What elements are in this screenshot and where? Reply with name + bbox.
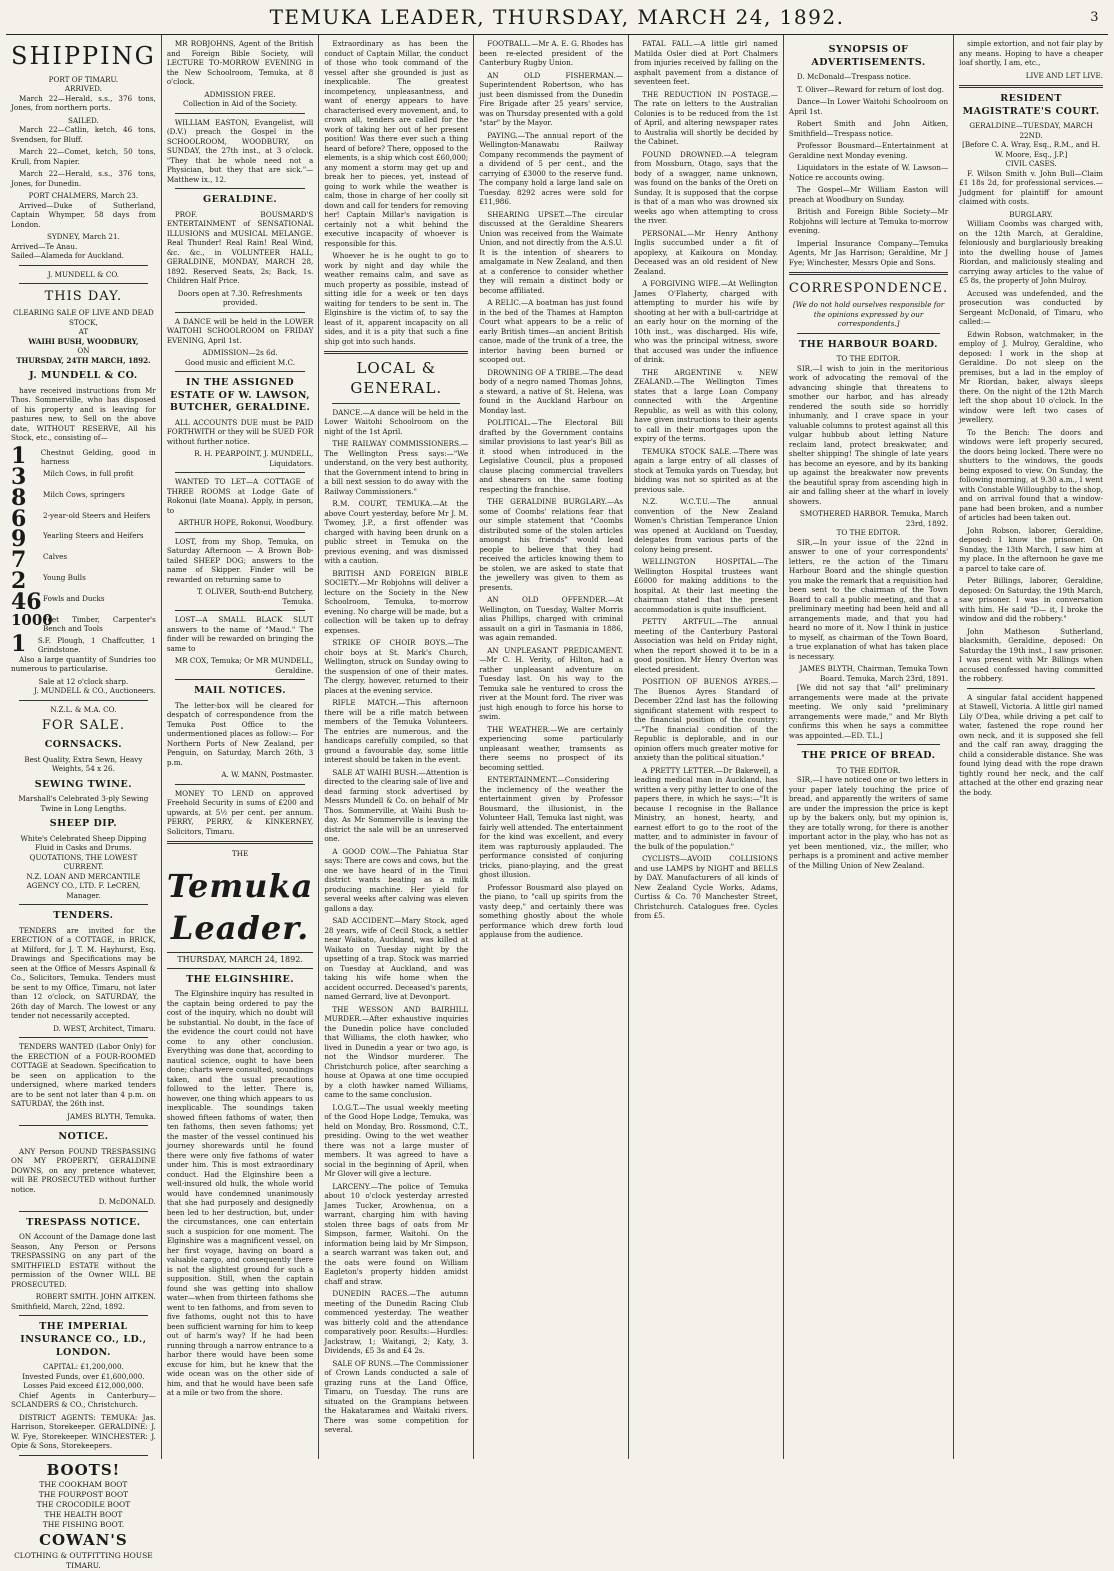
news-wesson: THE WESSON AND BAIRHILL MURDER.—After exhaustive inquiries the Dunedin police have concluded that Williams, the cloth hawker, who lived in Dunedin a year or two ago, is not the Windsor murderer. The Christchurch police, after searching a house at Opawa at one time occupied by a cloth hawker named Williams, came to the same conclusion. (324, 1004, 469, 1100)
waihi-bush: WAIHI BUSH, WOODBURY, (28, 336, 139, 346)
tenders-signature-2: JAMES BLYTH, Temuka. (67, 1111, 156, 1121)
divider (967, 688, 1095, 689)
lost-dog-ad: LOST, from my Shop, Temuka, on Saturday Afternoon — A Brown Bob-tailed SHEEP DOG; answers to the name of Skipper. Finder will be rewarded on returning same to (166, 536, 314, 584)
divider (324, 351, 468, 354)
divider (19, 1315, 148, 1316)
news-entertainment-end: Professor Bousmard also played on the piano, to "call up spirits from the vasty deep," and certainly there was something ghostly about the whole performance which drew forth loud applause from the audience. (479, 882, 624, 939)
news-old-offender: AN OLD OFFENDER.—At Wellington, on Tuesday, Walter Morris alias Phillips, charged with criminal assault on a girl in Tasmania in 1886, was again remanded. (479, 595, 624, 642)
dance-ad: A DANCE will be held in the LOWER WAITOHI SCHOOLROOM on FRIDAY EVENING, April 1st. (166, 316, 314, 345)
divider (19, 904, 148, 905)
harbour-letter: SIR,—I wish to join in the meritorious work of advocating the removal of the advancing shingle that threatens to smother our harbor, and has already rendered the south side so horridly inhumanly, and I crave space in your valuable columns to protest against all this vulgar hubbub about letting Nature reclaim land, protect breakwater, and shelter shipping! The shingle of late years has become an eyesore, and by its banking up against the breakwater now prevents the beautiful spray from ascending high in air and falling sheer at the wharf in lovely showers. (788, 363, 949, 506)
dance-admission: ADMISSION—2s 6d. (202, 348, 278, 358)
news-iogt: I.O.G.T.—The usual weekly meeting of the Good Hope Lodge, Temuka, was held on Monday, Bro. Rossmond, C.T., presiding. Owing to the wet weather there was not a large muster of members. It was agreed to have a social in the beginning of April, when Mr Glover will give a lecture. (324, 1102, 469, 1179)
boots-item: THE CROCODILE BOOT (36, 1500, 131, 1510)
easton-ad: WILLIAM EASTON, Evangelist, will (D.V.) preach the Gospel in the SCHOOLROOM, WOODBURY, on SUNDAY, the 27th inst., at 3 o'clock. "They that be whole need not a Physician, but they that are sick."— Matthew ix., 12. (166, 117, 314, 184)
assigned-text: ALL ACCOUNTS DUE must be PAID FORTHWITH or they will be SUED FOR without further notice. (166, 417, 314, 446)
elginshire-text: The Elginshire inquiry has resulted in the captain being ordered to pay the cost of the inquiry, which no doubt will be substantial. No doubt, in the face of the evidence the court could not have come to any other conclusion. Everything was done that, according to nautical science, ought to have been done; charts were consulted, soundings taken, and the usual precautions followed to the letter. There is, however, one thing which appears to us inexplicable. The soundings taken showed fifteen fathoms of water, then ten fathoms, then seven fathoms; yet the master of the vessel continued his journey shorewards until he found there were only five fathoms of water under him. This is most extraordinary conduct. Had the Elginshire been a well-insured old hulk, the whole world would have condemned unanimously that she had purposely and designedly been led to her destruction, but, under the circumstances, one can entertain such a suspicion for one moment. The Elginshire was a magnificent vessel, on her first voyage, having on board a valuable cargo, and consequently there is not the slightest ground for such a supposition. Still, when the captain found she was getting into shallow water—when from thirteen fathoms she went to ten fathoms, and from seven to five fathoms, ought not this to have been sufficient warning for him to keep out of harm's way? If he had been running through a narrow entrance to a harbor there would have been some excuse for him, but he knew that the wide ocean was on the other side of him, and that he would have been safe at a mile or two from the shore. (166, 989, 314, 1398)
rmc-heading: RESIDENT MAGISTRATE'S COURT. (962, 93, 1100, 117)
news-hospital: WELLINGTON HOSPITAL.—The Wellington Hospital trustees want £6000 for making additions to the hospital. At their last meeting the chairman stated that the present accommodation is quite insufficient. (634, 557, 778, 614)
on-label: ON (77, 346, 90, 356)
column-2 (162, 35, 320, 1459)
robjohns-ad: MR ROBJOHNS, Agent of the British and Foreign Bible Society, will LECTURE TO-MORROW EVENING in the New Schoolroom, Temuka, at 8 o'clock. (166, 39, 314, 86)
news-sale: SALE AT WAIHI BUSH.—Attention is directed to the clearing sale of live and dead farming stock advertised by Messrs Mundell & Co. on behalf of Mr Thos. Sommerville, at Waihi Bush to-day. As Mr Sommerville is leaving the district the sale will be an unreserved one. (324, 767, 469, 844)
wanted-ad: WANTED TO LET—A COTTAGE of THREE ROOMS at Lodge Gate of Rokonui (late Moana). Apply, in person, to (166, 477, 314, 515)
news-larceny: LARCENY.—The police of Temuka about 10 o'clock yesterday arrested James Tucker, Arowhenua, on a warrant, charging him with having stolen three bags of oats from Mr Simpson, farmer, Waitohi. On the information being laid by Mr Simpson, a search warrant was taken out, and the oats were found on William Eagleton's property hidden amidst chaff and straw. (324, 1181, 469, 1286)
elginshire-heading: THE ELGINSHIRE. (186, 973, 295, 985)
news-stock-sale: TEMUKA STOCK SALE.—There was again a large entry of all classes of stock at Temuka yards on Tuesday, but bidding was not so spirited as at the previous sale. (634, 446, 778, 494)
stock-row (11, 630, 156, 657)
sheep-text: White's Celebrated Sheep Dipping Fluid in Casks and Drums. QUOTATIONS, THE LOWEST CURRENT. (20, 833, 147, 872)
news-football: FOOTBALL.—Mr A. E. G. Rhodes has been re-elected president of the Canterbury Rugby Union. (479, 39, 624, 67)
to-editor: TO THE EDITOR. (836, 354, 901, 364)
notice-text: ANY Person FOUND TRESPASSING ON MY PROPERTY, GERALDINE DOWNS, on any pretence whatever, will BE PROSECUTED without further notice. (11, 1146, 156, 1194)
to-editor: TO THE EDITOR. (836, 528, 901, 538)
newspaper-logo: Temuka Leader. (166, 866, 314, 947)
lost-slut-signature: MR COX, Temuka; Or MR MUNDELL, Geraldine. (174, 656, 314, 675)
notice-heading: NOTICE. (58, 1131, 109, 1143)
column-3 (319, 35, 474, 1459)
stock-item: Feet Timber, Carpenter's Bench and Tools (43, 614, 156, 634)
port-chalmers-text: Arrived—Duke of Sutherland, Captain Whymper, 58 days from London. (11, 200, 156, 229)
sheep-heading: SHEEP DIP. (49, 818, 118, 830)
stock-item: S.F. Plough, 1 Chaffcutter, 1 Grindstone. (37, 635, 156, 655)
news-found-drowned: FOUND DROWNED.—A telegram from Mossburn, Otago, says that the body of a swagger, name unknown, was found on the banks of the Oreti on Sunday. It is supposed that the corpse is that of a man who was drowned six weeks ago when attempting to cross the river. (634, 149, 778, 225)
news-predicament: AN UNPLEASANT PREDICAMENT.—Mr C. H. Verity, of Hilton, had a rather unpleasant adventure on Tuesday last. On his way to the Temuka sale he ventured to cross the river at the Mount ford. The river was just high enough to force his horse to swim. (479, 645, 624, 721)
columns (6, 35, 1108, 1570)
news-fisherman: AN OLD FISHERMAN.—Superintendent Robertson, who has just been dismissed from the Dunedin Fire Brigade after 25 years' service, was on Thursday presented with a gold "star" by the Mayor. (479, 70, 624, 127)
news-personal: PERSONAL.—Mr Henry Anthony Inglis succumbed under a fit of apoplexy, at Kaikoura on Monday. Deceased was an old resident of New Zealand. (634, 228, 778, 276)
synopsis-item: Robert Smith and John Aitken, Smithfield—Trespass notice. (788, 119, 949, 138)
bousmard-time: Doors open at 7.30. Refreshments provided. (177, 288, 303, 308)
sydney-sailed: Sailed—Alameda for Auckland. (11, 251, 124, 261)
stock-row (11, 505, 156, 532)
divider (175, 532, 306, 533)
sailed-text-2: March 22—Comet, ketch, 50 tons, Krull, from Napier. (11, 147, 156, 166)
cowans-subheading: CLOTHING & OUTFITTING HOUSE TIMARU. (14, 1550, 153, 1570)
news-entertainment: ENTERTAINMENT.—Considering the inclemency of the weather the entertainment given by Professor Bousmard, the illusionist, in the Volunteer Hall, Temuka last night, was fairly well attended. The entertainment for the kind was excellent, and every item was rapturously applauded. The performance consisted of conjuring tricks, piano-playing, and the great ghost illusion. (479, 775, 624, 879)
divider (19, 1125, 148, 1126)
tenders-text-1: TENDERS are invited for the ERECTION of a COTTAGE, in BRICK, at Milford, for J. T. M. Hayhurst, Esq. Drawings and Specifications may be seen at the Office of Messrs Aspinall & Co., Solicitors, Temuka. Tenders must be sent to my Office, Timaru, not later than 12 o'clock, on SATURDAY, the 26th day of March. The lowest or any tender not necessarily accepted. (11, 925, 156, 1021)
correspondence-note: [We do not hold ourselves responsible for the opinions expressed by our correspondents.] (792, 300, 945, 329)
stock-count: 2 (11, 568, 27, 595)
also-text: Also a large quantity of Sundries too numerous to particularise. (11, 654, 156, 674)
rmc-date: GERALDINE—TUESDAY, MARCH 22ND. (969, 121, 1093, 140)
news-pretty-letter: A PRETTY LETTER.—Dr Bakewell, a leading medical man in Auckland, has written a very pithy letter to one of the papers there, in which he says:—"It is because I recognise in the Ballance Ministry, an honest, hearty, and earnest effort to go to the root of the matter, and to administer in favour of the bulk of the population." (634, 765, 778, 851)
news-accident: SAD ACCIDENT.—Mary Stock, aged 28 years, wife of Cecil Stock, a settler near Waikato, Auckland, was killed at Waikato on Tuesday night by the upsetting of a trap. Stock was married on Tuesday at Auckland, and was taking his wife home when the accident occurred. Deceased's parents, named Gerrard, live at Devonport. (324, 916, 469, 1002)
this-day-heading: THIS DAY. (44, 289, 123, 305)
stock-item: Chestnut Gelding, good in harness (40, 447, 156, 467)
divider (175, 188, 306, 189)
mail-text: The letter-box will be cleared for despatch of correspondence from the Temuka Post Office to the undermentioned places as follow:— For Northern Ports of New Zealand, per Penguin, on Saturday, March 26th, 3 p.m. (166, 700, 314, 767)
news-shearing: SHEARING UPSET.—The circular discussed at the Geraldine Shearers Union was received from the Waimate Union, and not directly from the A.S.U. It is the intention of shearers to amalgamate in New Zealand, and then at a conference to consider whether they will remain a distinct body or become affiliated. (479, 209, 624, 295)
stock-count: 1000 (11, 610, 53, 629)
logo-the: THE (231, 849, 249, 859)
news-sale-runs: SALE OF RUNS.—The Commissioner of Crown Lands conducted a sale of grazing runs at the Land Office, Timaru, on Tuesday. The runs are situated on the Grampians between the Hakataramea and Waitaki rivers. There was some competition for several. (324, 1358, 469, 1435)
geraldine-heading: GERALDINE. (202, 194, 278, 205)
divider (175, 610, 306, 611)
rmc-before: [Before C. A. Wray, Esq., R.M., and H. W. Moore, Esq., J.P.] (962, 140, 1101, 159)
bread-letter-end: simple extortion, and not fair play by any means. Hoping to have a cheaper loaf shortly, I am, etc., (959, 39, 1103, 67)
divider (175, 472, 306, 473)
news-relic: A RELIC.—A boatman has just found in the bed of the Thames at Hampton Court what appears to be a relic of early British times—an ancient British canoe, made of the trunk of a tree, the interior having been burned or scooped out. (479, 298, 624, 364)
stock-row (11, 547, 156, 574)
news-weather: THE WEATHER.—We are certainly experiencing some particularly unpleasant weather, tramsents as there seems no prospect of its becoming settled. (479, 724, 624, 772)
divider (175, 784, 306, 785)
news-burglary: THE GERALDINE BURGLARY.—As some of Coombs' relations fear that our simple statement that "Coombs distributed some of the stolen articles amongst his friends" would lead people to believe that they had received the articles knowing them to be stolen, we are asked to state that the jewellery was given to them as presents. (479, 497, 624, 592)
divider (175, 113, 306, 114)
mail-heading: MAIL NOTICES. (194, 685, 287, 697)
burglary-heading: BURGLARY. (1009, 209, 1053, 219)
boots-item: THE HEALTH BOOT (44, 1510, 123, 1520)
news-dunedin: DUNEDIN RACES.—The autumn meeting of the Dunedin Racing Club commenced yesterday. The weather was bitterly cold and the attendance comparatively poor. Results:—Hurdles: Jackstraw, 1; Waitangi, 2; Katy, 3. Dividends, £5 3s and £4 2s. (324, 1289, 469, 1356)
column-6 (784, 35, 954, 1459)
divider (797, 333, 940, 334)
stock-item: Milch Cows, springers (43, 489, 125, 499)
stock-row (11, 610, 156, 634)
synopsis-item: T. Oliver—Reward for return of lost dog. (796, 84, 944, 94)
news-argentine: THE ARGENTINE v. NEW ZEALAND.—The Wellington Times states that a large Loan Company connected with the Argentine Republic, as well as with this colony, have given instructions to their agents to call in their mortgages upon the expiry of the terms. (634, 367, 778, 443)
column-5 (629, 35, 784, 1459)
imperial-heading: THE IMPERIAL INSURANCE CO., LD., LONDON. (20, 1321, 147, 1358)
news-court: R.M. COURT, TEMUKA.—At the above Court yesterday, before Mr J. M. Twomey, J.P., a first offender was charged with having been drunk on a public street in Temuka on the previous evening, and was dismissed with a caution. (324, 499, 469, 566)
news-fatal-fall: FATAL FALL.—A little girl named Matilda Osler died at Port Chalmers from injuries received by falling on the asphalt pavement from a distance of seventeen feet. (634, 39, 778, 86)
synopsis-item: D. McDonald—Trespass notice. (796, 72, 911, 82)
sewing-heading: SEWING TWINE. (34, 778, 133, 790)
nzl-heading: N.Z.L. & M.A. CO. (50, 704, 117, 714)
to-editor: TO THE EDITOR. (836, 765, 901, 775)
dance-music: Good music and efficient M.C. (185, 357, 296, 367)
news-forgiving-wife: A FORGIVING WIFE.—At Wellington James O'Flaherty, charged with attempting to murder his wife by shooting at her with a bull-cartridge at an early hour on the morning of the 10th inst., was discharged. His wife, who was the principal witness, swore that accused was under the influence of drink. (634, 279, 778, 364)
sailed-text-3: March 22—Herald, s.s., 376 tons, Jones, for Dunedin. (11, 169, 156, 188)
notice-signature: D. McDONALD. (98, 1197, 156, 1207)
divider (19, 1211, 148, 1212)
trespass-heading: TRESPASS NOTICE. (26, 1216, 141, 1228)
sailed-text-1: March 22—Catlin, ketch, 46 tons, Svendsen, for Bluff. (11, 125, 156, 144)
stock-count: 46 (11, 589, 42, 616)
divider (959, 85, 1103, 88)
assigned-signature: R. H. PEARPOINT, J. MUNDELL, Liquidators. (194, 449, 314, 468)
divider (175, 312, 306, 313)
lost-slut-ad: LOST—A SMALL BLACK SLUT answers to the name of "Maud." The finder will be rewarded on bringing the same to (166, 615, 314, 653)
news-political: POLITICAL.—The Electoral Bill drafted by the Government contains similar provisions to last year's Bill as it stood when introduced in the Legislative Council, plus a proposed clause placing commercial travellers and shearers on the same footing respecting the franchise. (479, 418, 624, 494)
burglary-text-1: William Coombs was charged with, on the 12th March, at Geraldine, feloniously and burglariously breaking into the dwelling house of James Riordan, and maliciously stealing and carrying away articles to the value of £5 8s, the property of John Mulroy. (959, 219, 1103, 286)
stock-count: 1 (11, 630, 27, 657)
mundell-text: have received instructions from Mr Thos. Sommerville, who has disposed of his property and is leaving for pastures new, to Sell on the above date, WITHOUT RESERVE, All his Stock, etc., consisting of— (11, 385, 156, 443)
column-7 (954, 35, 1108, 1459)
synopsis-item: Dance—In Lower Waitohi Schoolroom on April 1st. (788, 97, 949, 116)
admission-free: ADMISSION FREE. (204, 89, 276, 99)
cornsacks-heading: CORNSACKS. (44, 739, 123, 751)
money-ad: MONEY TO LEND on approved Freehold Security in sums of £200 and upwards, at 5½ per cent. per annum. PERRY, PERRY, & KINKERNEY, Solicitors, Timaru. (166, 788, 314, 836)
port-label: PORT OF TIMARU. (48, 74, 119, 84)
collection: Collection in Aid of the Society. (183, 99, 298, 108)
bread-signature: LIVE AND LET LIVE. (1025, 70, 1103, 80)
trespass-signature: ROBERT SMITH. JOHN AITKEN. (35, 1292, 156, 1302)
blyth-signature: JAMES BLYTH, Chairman, Temuka Town Board. Temuka, March 23rd, 1891. (799, 664, 949, 683)
stock-item: Calves (43, 552, 68, 562)
assigned-heading: IN THE ASSIGNED ESTATE OF W. LAWSON, BUTCHER, GERALDINE. (169, 377, 311, 414)
at-label: AT (78, 327, 89, 337)
burglary-text-5: John Robson, laborer, Geraldine, deposed: I know the prisoner. On Sunday, the 13th March, I saw him at my place. In the afternoon he gave me a parcel to take care of. (959, 525, 1103, 573)
stock-row (11, 463, 156, 490)
editor-note: [We did not say that "all" preliminary arrangements were made at the private meeting. We only said "preliminary arrangements were made," and Mr Blyth confirms this when he says a committee was appointed.—ED. T.L.] (788, 683, 949, 740)
sale-time: Sale at 12 o'clock sharp. (38, 676, 129, 686)
burglary-text-3: Edwin Robson, watchmaker, in the employ of J. Mulroy, Geraldine, who deposed: I work in the shop at Geraldine. Do not sleep on the premises, but a lad in the employ of Mr Riordan, baker, always sleeps there. On the night of the 12th March left the shop about 10 o'clock. In the window were left two cases of jewellery. (959, 329, 1103, 425)
stock-item: 2-year-old Steers and Heifers (43, 510, 151, 520)
for-sale-heading: FOR SALE. (41, 718, 125, 734)
divider (175, 371, 306, 372)
clearing-sale: CLEARING SALE OF LIVE AND DEAD STOCK, (13, 308, 154, 327)
stock-item: Milch Cows, in full profit (43, 468, 134, 478)
boots-item: THE FISHING BOOT. (42, 1520, 125, 1530)
stock-item: Fowls and Ducks (43, 594, 105, 604)
boots-item: THE FOURPOST BOOT (38, 1489, 129, 1499)
news-cow: A GOOD COW.—The Pahiatua Star says: There are cows and cows, but the one we have heard of in the Tinui district wants beating as a milk producing machine. Her yield for several weeks after calving was eleven gallons a day. (324, 846, 469, 913)
stock-row (11, 484, 156, 511)
sale-date: THURSDAY, 24TH MARCH, 1892. (16, 355, 151, 365)
sailed-heading: SAILED. (68, 115, 99, 125)
divider (19, 1455, 148, 1456)
stock-item: Young Bulls (43, 573, 86, 583)
column-4 (474, 35, 629, 1459)
burglary-text-6: Peter Billings, laborer, Geraldine, deposed: On Saturday, the 19th March, saw prisoner. I was in conversation with him. He said "D— it, I broke the window and did the robbery." (959, 576, 1103, 624)
civil-case: F. Wilson Smith v. John Bull—Claim £1 18s 2d, for professional services.—Judgment for plaintiff for amount claimed with costs. (959, 168, 1103, 207)
stock-item: Yearling Steers and Heifers (43, 531, 144, 541)
news-wctu: N.Z. W.C.T.U.—The annual convention of the New Zealand Women's Christian Temperance Union was opened at Auckland on Tuesday, delegates from various parts of the colony being present. (634, 497, 778, 554)
arrived-heading: ARRIVED. (64, 84, 102, 94)
port-chalmers-heading: PORT CHALMERS, March 23. (28, 191, 139, 201)
bread-letter: SIR,—I have noticed one or two letters in your paper lately touching the price of bread, and apparently the writers of same are under the impression the price is kept up by the bakers only, but my opinion is, they are totally wrong, for there is another important actor in the play, who has not as yet been mentioned, viz., the miller, who perhaps is a prominent and active member of the Milling Union of New Zealand. (788, 775, 949, 870)
news-bible: BRITISH AND FOREIGN BIBLE SOCIETY.—Mr Robjohns will deliver a lecture on the Society in the New Schoolroom, Temuka, to-morrow evening. No charge will be made, but a collection will be taken up to defray expenses. (324, 568, 469, 635)
cornsacks-text: Best Quality, Extra Sewn, Heavy Weights, 54 x 26. (24, 754, 143, 774)
boots-ad (11, 1460, 156, 1571)
boots-heading: BOOTS! (46, 1460, 121, 1479)
masthead-title: TEMUKA LEADER, THURSDAY, MARCH 24, 1892. (269, 5, 845, 29)
page-number: 3 (1090, 10, 1100, 25)
mundell-line: J. MUNDELL & CO. (47, 269, 120, 279)
dateline: THURSDAY, MARCH 24, 1892. (167, 952, 314, 969)
news-artful: PETTY ARTFUL.—The annual meeting of the Canterbury Pastoral Association was held on Friday night, when the report showed it to be in a good position. Mr Henry Overton was elected president. (634, 617, 778, 674)
synopsis-item: Professor Bousmard—Entertainment at Geraldine next Monday evening. (788, 141, 949, 160)
cowans-heading: COWAN'S (39, 1531, 128, 1550)
sydney-heading: SYDNEY, March 21. (47, 232, 120, 242)
sydney-arrived: Arrived—Te Anau. (11, 241, 78, 251)
editorial-p2: Whoever he is he ought to go to work by night and day while the weather remains calm, and save as much property as possible, instead of sitting idle for a week or ten days waiting for tenders to be sent in. The Elginshire is the victim of, to say the least of it, apparent incapacity on all sides, and it is a pity that such a fine ship got into such hands. (324, 251, 469, 346)
divider (19, 283, 148, 284)
stock-count: 6 (11, 505, 27, 532)
mundell-name: J. MUNDELL & CO. (29, 370, 138, 382)
civil-heading: CIVIL CASES. (1005, 159, 1057, 169)
column-1 (6, 35, 162, 1570)
divider (19, 700, 148, 701)
news-strike: STRIKE OF CHOIR BOYS.—The choir boys at St. Mark's Church, Wellington, struck on Sunday owing to the suspension of one of their mates. The clergy, however, returned to their places at the evening service. (324, 638, 469, 695)
blyth-letter: SIR,—In your issue of the 22nd in answer to one of your correspondents' letters, re the action of the Timaru Harbour Board and the shingle question you make the remark that a requisition had been sent to the chairman of the Town Board to call a public meeting, and that a preliminary meeting had been held and all arrangements made, and that you had heard no more of it. Now I think in justice to myself, as chairman of the Town Board, a true explanation of what has taken place is necessary. (788, 537, 949, 661)
editorial-p1: Extraordinary as has been the conduct of Captain Millar, the conduct of those who took command of the vessel after she grounded is just as inexplicable. The greatest incompetency, unpleasantness, and want of energy appears to have characterised every movement, and, to crown all, tenders are called for the work of taking her out of her present position! Was there ever such a thing heard of before? There, opposed to the elements, is a ship which cost £60,000; any moment a storm may get up and break her to pieces, yet, instead of going to work while the weather is calm, those in charge of her coolly sit down and call for tenders for removing her! Captain Millar's navigation is certainly not a whit behind the executive incapacity of whoever is responsible for this. (324, 39, 469, 248)
harbour-heading: THE HARBOUR BOARD. (799, 338, 938, 350)
bread-heading: THE PRICE OF BREAD. (801, 750, 936, 762)
wanted-signature: ARTHUR HOPE, Rokonui, Woodbury. (178, 518, 314, 528)
stock-count: 9 (11, 526, 27, 553)
masthead (6, 0, 1108, 35)
stock-count: 7 (11, 547, 27, 574)
divider (19, 265, 148, 266)
news-paying: PAYING.—The annual report of the Wellington-Manawatu Railway Company recommends the payment of a dividend of 5 per cent., and the carrying of £3000 to the reserve fund. The company hold a large land sale on Tuesday. 8292 acres were sold for £11,986. (479, 130, 624, 206)
news-dance: DANCE.—A dance will be held in the Lower Waitohi Schoolroom on the night of the 1st April. (324, 407, 469, 436)
auctioneers: J. MUNDELL & CO., Auctioneers. (33, 686, 156, 696)
nzloan-text: N.Z. LOAN AND MERCANTILE AGENCY CO., LTD. F. LeCREN, Manager. (26, 871, 141, 900)
burglary-text-4: To the Bench: The doors and windows were left properly secured, the doors being locked. There were no shutters to the windows, the goods being exposed to view. On Sunday, the following morning, at 9.30 a.m., I went with Constable Willoughby to the shop, and on arrival found that a window-pane had been broken, and a number of articles had been taken out. (959, 427, 1103, 523)
burglary-text-2: Accused was undefended, and the prosecution was conducted by Sergeant McDonald, of Timaru, who called:— (959, 288, 1103, 327)
correspondence-heading: CORRESPONDENCE. (788, 281, 949, 297)
news-cyclists: CYCLISTS—AVOID COLLISIONS and use LAMPS by NIGHT and BELLS by DAY. Manufacturers of all kinds of New Zealand Cycle Works, Adams, Curtiss & Co. 70 Manchester Street, Christchurch. Catalogues free. Cycles from £5. (634, 854, 778, 920)
invested: Invested Funds, over £1,600,000. Losses Paid exceed £12,000,000. (22, 1371, 145, 1391)
chief-agents: Chief Agents in Canterbury— SCLANDERS & CO., Christchurch. (11, 1390, 156, 1410)
sewing-text: Marshall's Celebrated 3-ply Sewing Twine in Long Lengths. (18, 794, 149, 813)
stawell-accident: A singular fatal accident happened at Stawell, Victoria. A little girl named Lily O'Dea, while driving a pet calf to water, fastened the rope round her own neck, and it is supposed she fell and the calf ran away, dragging the child a considerable distance. She was found lying dead with the rope drawn tightly round her neck, and the calf attached at the other end grazing near the body. (959, 692, 1103, 797)
bousmard-ad: PROF. BOUSMARD'S ENTERTAINMENT of SENSATIONAL ILLUSIONS and MUSICAL MELANGE. Real Thunder! Real Rain! Real Wind, &c. &c., in VOLUNTEER HALL, GERALDINE, MONDAY, MARCH 28, 1892. Reserved Seats, 2s; Back, 1s. Children Half Price. (166, 209, 314, 286)
divider (332, 403, 460, 404)
stock-count: 8 (11, 484, 27, 511)
tenders-heading: TENDERS. (53, 910, 114, 922)
lost-dog-signature: T. OLIVER, South-end Butchery, Temuka. (196, 587, 314, 606)
district-agents: DISTRICT AGENTS: TEMUKA: Jas. Harrison, Storekeeper. GERALDINE: J. W. Fye, Storekeeper. WINCHESTER: J. Opie & Sons, Storekeepers. (11, 1412, 156, 1451)
capital: CAPITAL: £1,200,000. (42, 1362, 124, 1372)
trespass-text: ON Account of the Damage done last Season, Any Person or Persons TRESPASSING on any part of the SMITHFIELD ESTATE without the permission of the Owner WILL BE PROSECUTED. (11, 1232, 156, 1289)
divider (789, 272, 948, 275)
stock-row (11, 442, 156, 469)
burglary-text-7: John Matheson Sutherland, blacksmith, Geraldine, deposed: On Saturday the 19th inst., I saw prisoner. I was present with Mr Billings when accused confessed having committed the robbery. (959, 626, 1103, 684)
synopsis-item: Imperial Insurance Company—Temuka Agents, Mr Jas Harrison; Geraldine, Mr J Fye; Winchester, Messrs Opie and Sons. (788, 238, 949, 267)
divider (19, 1037, 148, 1038)
synopsis-heading: SYNOPSIS OF ADVERTISEMENTS. (811, 44, 926, 68)
divider (175, 679, 306, 680)
divider (797, 744, 940, 745)
synopsis-item: Liquidators in the estate of W. Lawson—Notice re accounts owing. (788, 163, 949, 182)
harbour-signature: SMOTHERED HARBOR. Temuka, March 23rd, 1892. (799, 509, 949, 528)
mail-signature: A. W. MANN, Postmaster. (221, 770, 314, 780)
stock-row (11, 526, 156, 553)
divider (167, 841, 314, 844)
synopsis-item: British and Foreign Bible Society—Mr Robjohns will lecture at Temuka to-morrow evening. (788, 207, 949, 236)
trespass-date: Smithfield, March, 22nd, 1892. (11, 1301, 125, 1311)
news-railway: THE RAILWAY COMMISSIONERS.—The Wellington Press says:—"We understand, on the very best authority, that the Government intend to bring in a bill next session to do away with the Railway Commissioners." (324, 439, 469, 496)
arrived-text: March 22—Herald, s.s., 376 tons, Jones, from northern ports. (11, 93, 156, 113)
boots-item: THE COOKHAM BOOT (39, 1479, 128, 1489)
stock-count: 1 (11, 442, 27, 469)
news-rifle: RIFLE MATCH.—This afternoon there will be a rifle match between members of the Temuka Volunteers. The entries are numerous, and the handicaps carefully compiled, so that ground a favourable day, some little interest should be taken in the event. (324, 698, 469, 765)
tenders-signature-1: D. WEST, Architect, Timaru. (53, 1023, 156, 1033)
news-postage: THE REDUCTION IN POSTAGE.—The rate on letters to the Australian Colonies is to be reduced from the 1st of April, and altering newspaper rates to Australia will shortly be decided by the Cabinet. (634, 89, 778, 146)
news-buenos-ayres: POSITION OF BUENOS AYRES.—The Buenos Ayres Standard of December 22nd last has the following significant statement with respect to the financial position of the country:—"The financial condition of the Republic is deplorable, and in our opinion offers much greater motive for anxiety than the political situation." (634, 677, 778, 762)
tenders-text-2: TENDERS WANTED (Labor Only) for the ERECTION of a FOUR-ROOMED COTTAGE at Seadown. Specification to be seen on application to the undersigned, where marked tenders are to be sent not later than 4 p.m. on SATURDAY, the 26th inst. (11, 1042, 156, 1109)
news-drowning: DROWNING OF A TRIBE.—The dead body of a negro named Thomas Johns, a steward, a native of St. Helena, was found in the Auckland Harbour on Monday last. (479, 367, 624, 415)
local-general-heading: LOCAL & GENERAL. (350, 359, 443, 397)
stock-row (11, 589, 156, 616)
synopsis-item: The Gospel—Mr William Easton will preach at Woodbury on Sunday. (788, 185, 949, 204)
stock-list (11, 442, 156, 657)
stock-count: 3 (11, 463, 27, 490)
shipping-heading: SHIPPING (11, 42, 156, 70)
